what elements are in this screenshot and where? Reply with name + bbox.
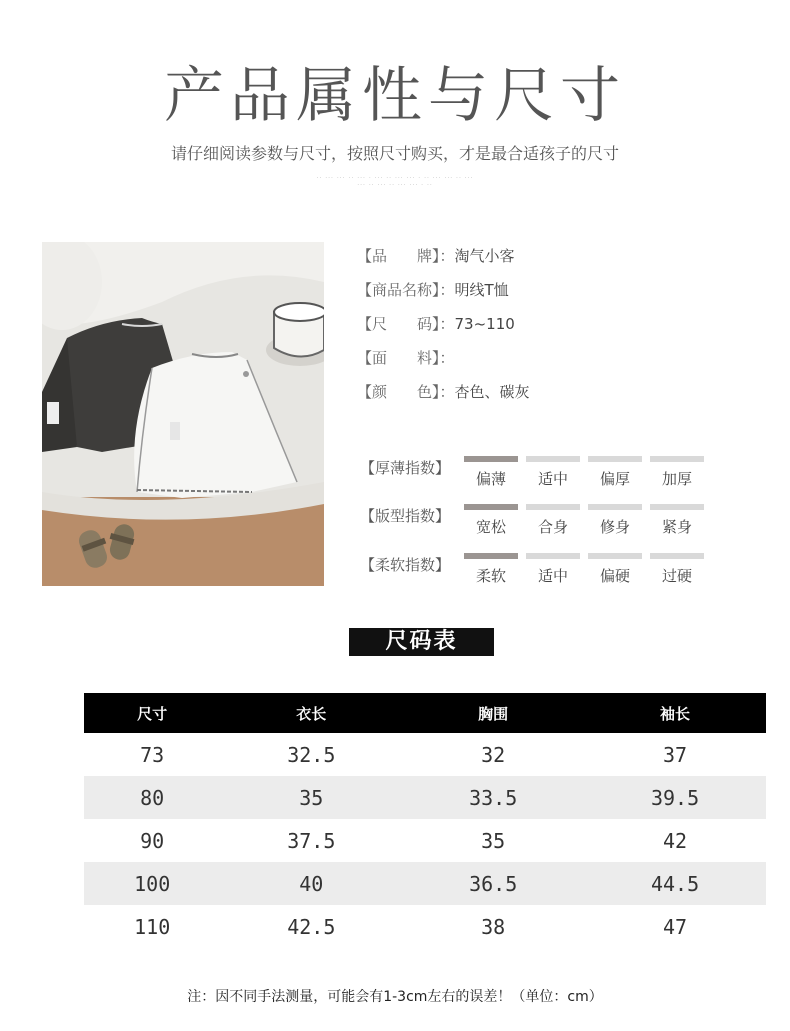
- index-bar: [526, 553, 580, 559]
- index-scale-softness: [464, 553, 704, 586]
- table-cell: 37.5: [287, 828, 336, 853]
- spec-value: 明线T恤: [454, 281, 509, 299]
- spec-value: 淘气小客: [454, 247, 515, 265]
- table-cell: 39.5: [584, 776, 766, 819]
- index-bar: [650, 456, 704, 462]
- table-row: [84, 776, 766, 819]
- index-option-label: 偏硬: [599, 567, 630, 585]
- spec-color: [357, 381, 530, 402]
- index-option: [464, 553, 518, 586]
- spec-label: 【品 牌】：: [357, 247, 455, 265]
- index-option-label: 过硬: [661, 567, 692, 585]
- table-cell: 32.5: [287, 742, 336, 767]
- page-title: 产品属性与尺寸: [164, 61, 626, 131]
- table-cell: 80: [84, 776, 220, 819]
- spec-label: 【商品名称】：: [357, 281, 455, 299]
- index-option-label: 适中: [537, 470, 568, 488]
- table-cell: 32: [481, 742, 506, 767]
- index-option-label: 适中: [537, 567, 568, 585]
- table-cell: 35: [220, 776, 402, 819]
- spec-size: [357, 313, 515, 334]
- index-option-label: 宽松: [475, 518, 506, 536]
- index-option: [526, 553, 580, 586]
- footnote: 注：因不同手法测量，可能会有1-3cm左右的误差！（单位：cm）: [187, 989, 603, 1005]
- table-cell: 38: [481, 914, 506, 939]
- table-cell: 37: [663, 742, 688, 767]
- table-cell: 42.5: [287, 914, 336, 939]
- table-row: [84, 733, 766, 776]
- index-label-thickness: 【厚薄指数】: [360, 459, 451, 477]
- spec-product-name: [357, 279, 509, 300]
- page-subtitle: 请仔细阅读参数与尺寸，按照尺寸购买，才是最合适孩子的尺寸: [170, 144, 619, 163]
- index-option-label: 合身: [537, 518, 568, 536]
- index-option-label: 修身: [599, 518, 630, 536]
- table-row: [84, 905, 766, 948]
- table-row: [84, 819, 766, 862]
- index-option-label: 加厚: [661, 470, 692, 488]
- index-option: [588, 504, 642, 537]
- column-header: 衣长: [220, 693, 402, 733]
- index-bar: [588, 504, 642, 510]
- index-bar: [588, 553, 642, 559]
- table-cell: 110: [134, 914, 171, 939]
- decorative-fine-print-2: ··· ·· ··· ·· ··· ··· · ··: [357, 182, 433, 189]
- index-option: [650, 456, 704, 489]
- product-photo: [42, 242, 324, 586]
- index-option-label: 偏厚: [599, 470, 630, 488]
- index-bar: [526, 456, 580, 462]
- index-option: [650, 504, 704, 537]
- table-cell: 90: [140, 828, 165, 853]
- table-cell: 44.5: [584, 862, 766, 905]
- index-label-softness: 【柔软指数】: [360, 556, 451, 574]
- cup-icon: [266, 303, 324, 366]
- size-table-title: 尺码表: [349, 628, 494, 656]
- index-option: [526, 504, 580, 537]
- index-bar: [464, 456, 518, 462]
- index-scale-thickness: [464, 456, 704, 489]
- size-table: [84, 693, 766, 948]
- index-option: [650, 553, 704, 586]
- table-cell: 42: [663, 828, 688, 853]
- size-table-header-row: [84, 693, 766, 733]
- index-scale-fit: [464, 504, 704, 537]
- table-cell: 73: [140, 742, 165, 767]
- spec-label: 【颜 色】：: [357, 383, 455, 401]
- spec-value: 73~110: [454, 315, 515, 333]
- column-header: 胸围: [402, 693, 584, 733]
- index-option-label: 紧身: [661, 518, 692, 536]
- index-option: [588, 553, 642, 586]
- table-cell: 33.5: [402, 776, 584, 819]
- index-option: [526, 456, 580, 489]
- column-header: 袖长: [584, 693, 766, 733]
- spec-fabric: [357, 347, 455, 368]
- index-bar: [588, 456, 642, 462]
- table-cell: 40: [220, 862, 402, 905]
- index-bar: [650, 553, 704, 559]
- index-bar: [650, 504, 704, 510]
- table-cell: 100: [84, 862, 220, 905]
- table-cell: 36.5: [402, 862, 584, 905]
- index-option-label: 偏薄: [475, 470, 506, 488]
- index-option: [464, 504, 518, 537]
- table-row: [84, 862, 766, 905]
- index-label-fit: 【版型指数】: [360, 507, 451, 525]
- spec-label: 【面 料】：: [357, 349, 455, 367]
- table-cell: 35: [481, 828, 506, 853]
- spec-label: 【尺 码】：: [357, 315, 455, 333]
- index-option: [464, 456, 518, 489]
- spec-brand: [357, 245, 515, 266]
- index-option: [588, 456, 642, 489]
- decorative-fine-print: ·· ··· ··· ·· ··· · ··· ·· ··· ··· · ·· ··· ··· ·· ···: [316, 175, 474, 182]
- table-cell: 47: [663, 914, 688, 939]
- index-bar: [464, 553, 518, 559]
- column-header: 尺寸: [84, 693, 220, 733]
- spec-value: 杏色、碳灰: [454, 383, 530, 401]
- index-bar: [464, 504, 518, 510]
- index-bar: [526, 504, 580, 510]
- index-option-label: 柔软: [475, 567, 506, 585]
